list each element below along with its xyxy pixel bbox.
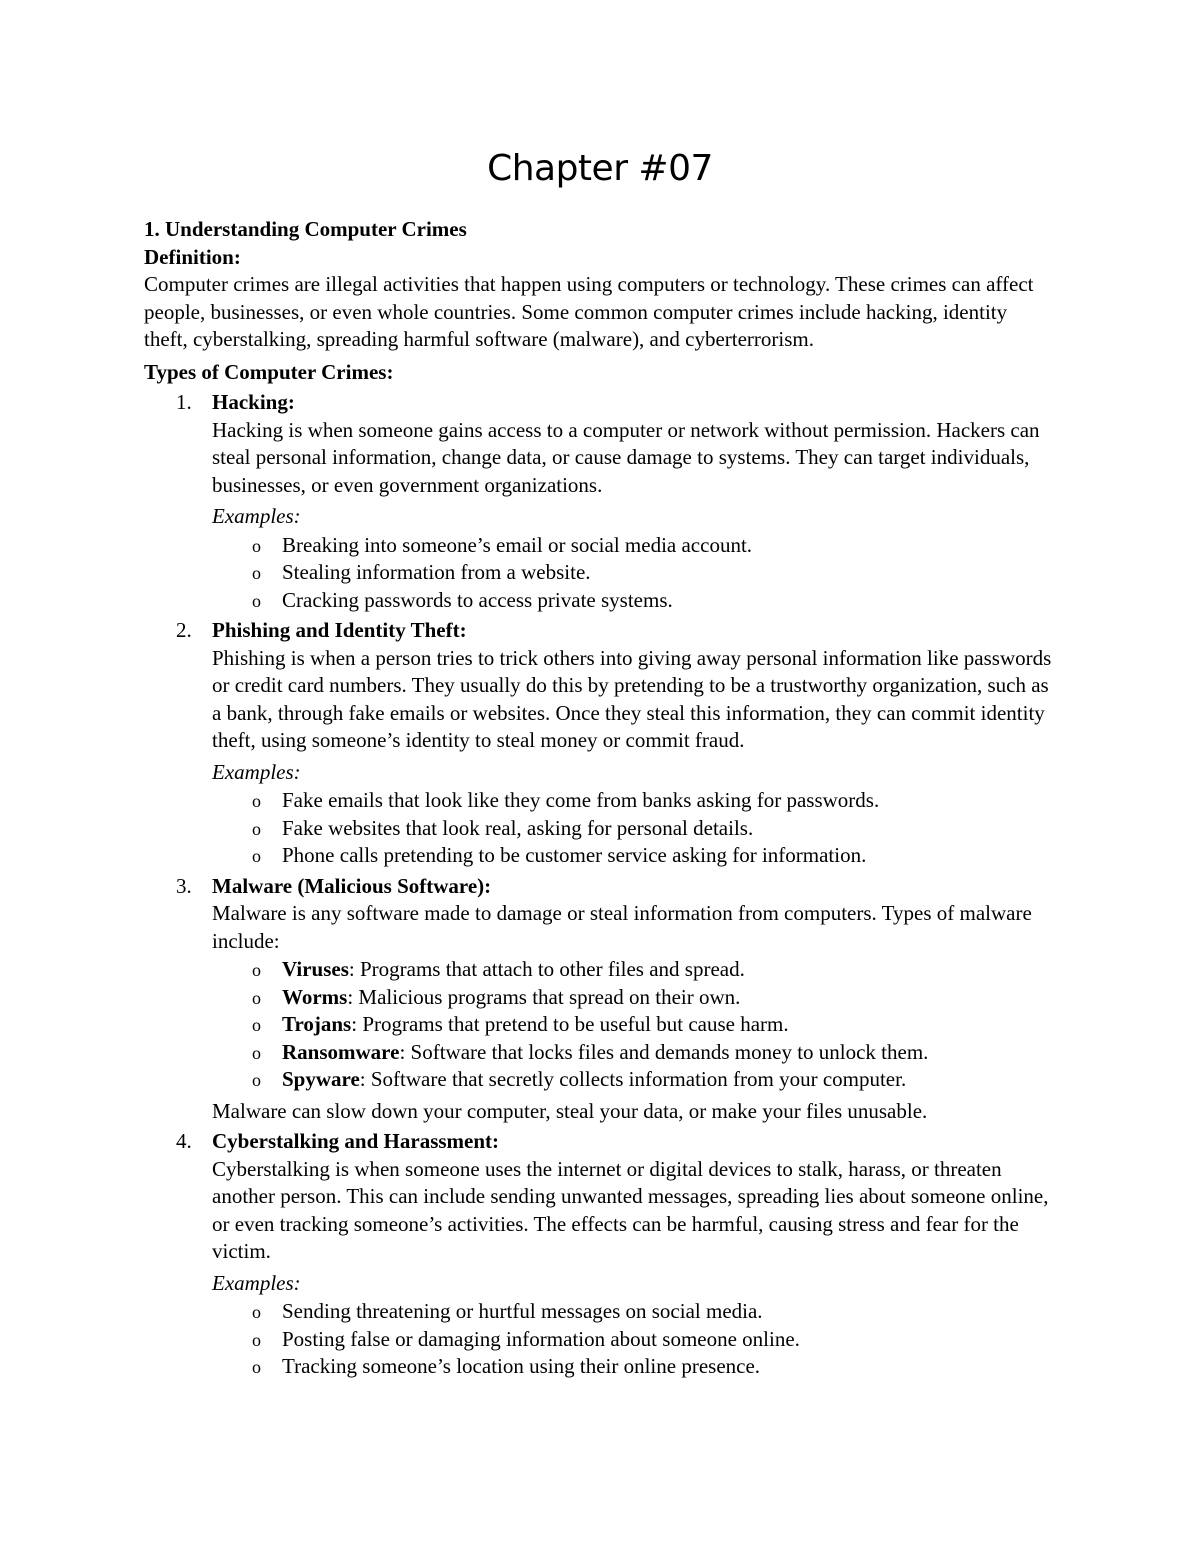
- circle-bullet-icon: o: [252, 1357, 261, 1377]
- section-heading: 1. Understanding Computer Crimes: [144, 217, 467, 241]
- circle-bullet-icon: o: [252, 818, 261, 839]
- circle-bullet-icon: o: [252, 846, 261, 866]
- examples-label: Examples:: [212, 759, 301, 784]
- type-description: Malware is any software made to damage or steal information from computers. Types of malware include:: [212, 901, 1032, 953]
- type-item-hacking: [144, 389, 1056, 614]
- malware-types-list: [212, 956, 1056, 1094]
- types-label: Types of Computer Crimes:: [144, 359, 394, 384]
- list-item: o Phone calls pretending to be customer service asking for information.: [212, 842, 1056, 870]
- list-item: o Spyware: Software that secretly collects information from your computer.: [212, 1066, 1056, 1094]
- type-description: Hacking is when someone gains access to a computer or network without permission. Hackers can steal personal information, change data, or cause damage to systems. They can target individuals, businesses, or even government organizations.: [212, 417, 1040, 497]
- list-item: o Viruses: Programs that attach to other files and spread.: [212, 956, 1056, 984]
- list-item: o Sending threatening or hurtful messages on social media.: [212, 1298, 1056, 1326]
- circle-bullet-icon: o: [252, 987, 261, 1008]
- type-number: 4.: [176, 1129, 192, 1153]
- circle-bullet-icon: o: [252, 791, 261, 811]
- list-item: o Trojans: Programs that pretend to be useful but cause harm.: [212, 1011, 1056, 1039]
- list-item: o Worms: Malicious programs that spread on their own.: [212, 984, 1056, 1012]
- circle-bullet-icon: o: [252, 1329, 261, 1350]
- definition-label: Definition:: [144, 244, 241, 269]
- type-title: Phishing and Identity Theft:: [212, 618, 467, 642]
- type-item-phishing: [144, 617, 1056, 870]
- type-title: Cyberstalking and Harassment:: [212, 1129, 500, 1153]
- list-item: o Ransomware: Software that locks files and demands money to unlock them.: [212, 1039, 1056, 1067]
- circle-bullet-icon: o: [252, 1042, 261, 1063]
- type-description: Cyberstalking is when someone uses the internet or digital devices to stalk, harass, or threaten another person. This can include sending unwanted messages, spreading lies about someone online, or even tracking someone’s activities. The effects can be harmful, causing stress and fear for the victim.: [212, 1156, 1049, 1263]
- type-item-malware: [144, 873, 1056, 1126]
- type-number: 3.: [176, 873, 192, 898]
- examples-list: [212, 787, 1056, 870]
- circle-bullet-icon: o: [252, 590, 261, 611]
- circle-bullet-icon: o: [252, 1302, 261, 1322]
- type-item-cyberstalking: [144, 1128, 1056, 1381]
- list-item: o Fake websites that look real, asking for personal details.: [212, 815, 1056, 843]
- circle-bullet-icon: o: [252, 1015, 261, 1035]
- types-list: [144, 389, 1056, 1381]
- page-title: Chapter #07: [487, 148, 713, 189]
- type-title: Malware (Malicious Software):: [212, 873, 492, 898]
- malware-summary: Malware can slow down your computer, steal your data, or make your files unusable.: [212, 1098, 928, 1123]
- circle-bullet-icon: o: [252, 563, 261, 583]
- list-item: o Stealing information from a website.: [212, 559, 1056, 587]
- definition-text: Computer crimes are illegal activities that happen using computers or technology. These crimes can affect people, businesses, or even whole countries. Some common computer crimes include hacking, identity theft, cyberstalking, spreading harmful software (malware), and cyberterrorism.: [144, 272, 1034, 351]
- document-body: [144, 216, 1056, 1381]
- type-number: 2.: [176, 618, 192, 642]
- examples-list: [212, 1298, 1056, 1381]
- examples-label: Examples:: [212, 1270, 301, 1295]
- list-item: o Posting false or damaging information about someone online.: [212, 1326, 1056, 1354]
- circle-bullet-icon: o: [252, 1070, 261, 1090]
- list-item: o Cracking passwords to access private systems.: [212, 587, 1056, 615]
- circle-bullet-icon: o: [252, 535, 261, 556]
- type-description: Phishing is when a person tries to trick others into giving away personal information like passwords or credit card numbers. They usually do this by pretending to be a trustworthy organization, such as a bank, through fake emails or websites. Once they steal this information, they can commit identity theft, using someone’s identity to steal money or commit fraud.: [212, 645, 1052, 752]
- type-title: Hacking:: [212, 390, 295, 414]
- circle-bullet-icon: o: [252, 960, 261, 980]
- examples-label: Examples:: [212, 504, 301, 528]
- list-item: o Tracking someone’s location using their online presence.: [212, 1353, 1056, 1381]
- examples-list: [212, 532, 1056, 615]
- list-item: o Breaking into someone’s email or social media account.: [212, 532, 1056, 560]
- list-item: o Fake emails that look like they come from banks asking for passwords.: [212, 787, 1056, 815]
- type-number: 1.: [176, 390, 192, 414]
